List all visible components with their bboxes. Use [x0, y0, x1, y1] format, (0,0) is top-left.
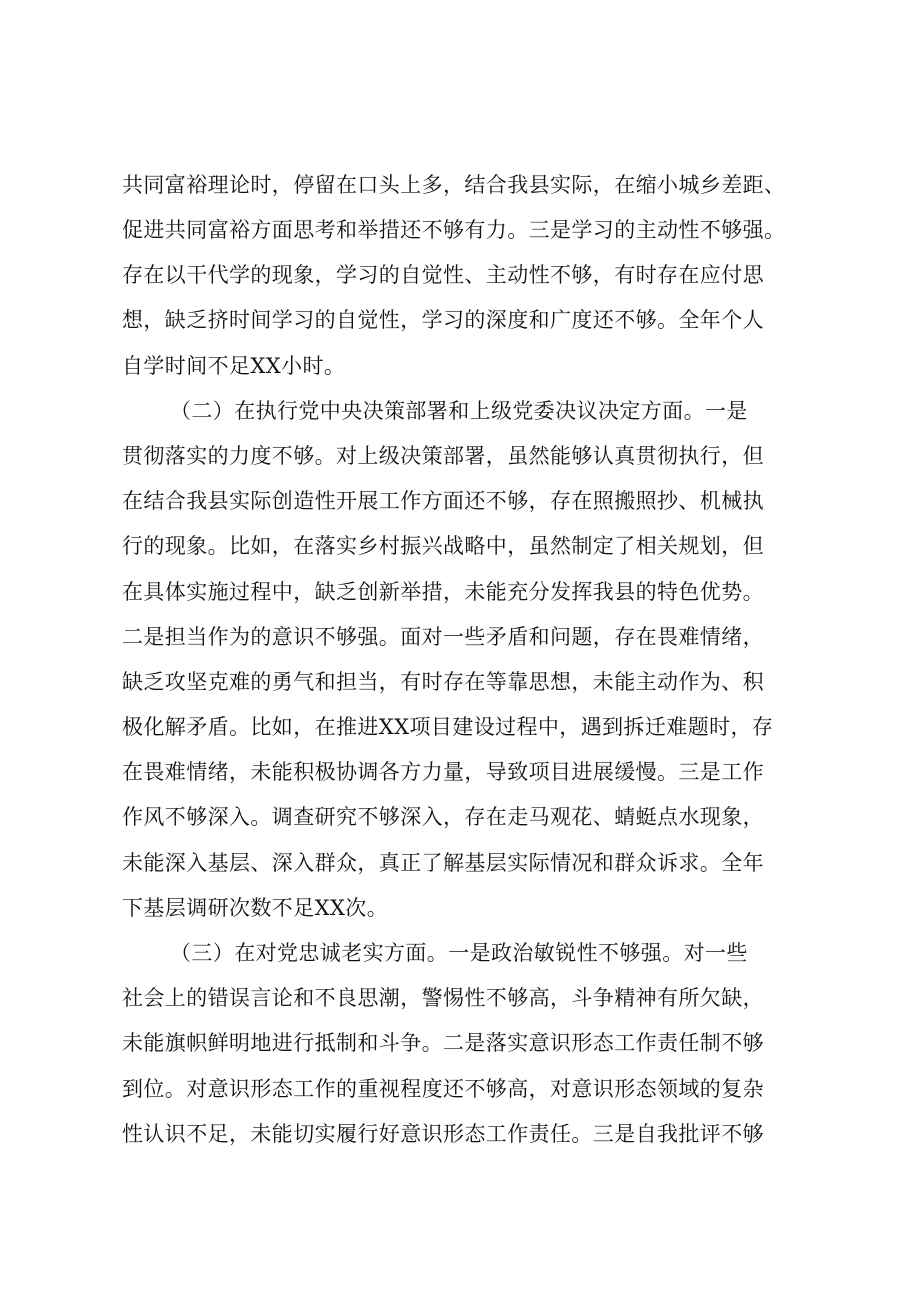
text-line: 贯彻落实的力度不够。对上级决策部署，虽然能够认真贯彻执行，但	[122, 444, 764, 468]
text-line: 在结合我县实际创造性开展工作方面还不够，存在照搬照抄、机械执	[122, 489, 764, 513]
text-line: 缺乏攻坚克难的勇气和担当，有时存在等靠思想，未能主动作为、积	[122, 670, 764, 694]
text-line: 极化解矛盾。比如，在推进XX项目建设过程中，遇到拆迁难题时，存	[122, 715, 774, 739]
text-line: 下基层调研次数不足XX次。	[122, 896, 389, 920]
text-line: 共同富裕理论时，停留在口头上多，结合我县实际，在缩小城乡差距、	[122, 173, 786, 197]
text-line: 在具体实施过程中，缺乏创新举措，未能充分发挥我县的特色优势。	[122, 580, 764, 604]
text-line: 在畏难情绪，未能积极协调各方力量，导致项目进展缓慢。三是工作	[122, 760, 764, 784]
text-line: 行的现象。比如，在落实乡村振兴战略中，虽然制定了相关规划，但	[122, 534, 764, 558]
section-heading-2: （二）在执行党中央决策部署和上级党委决议决定方面。一是	[170, 399, 748, 423]
text-line: 二是担当作为的意识不够强。面对一些矛盾和问题，存在畏难情绪，	[122, 625, 764, 649]
text-line: 性认识不足，未能切实履行好意识形态工作责任。三是自我批评不够	[122, 1122, 764, 1146]
section-heading-3: （三）在对党忠诚老实方面。一是政治敏锐性不够强。对一些	[170, 941, 748, 965]
text-line: 未能深入基层、深入群众，真正了解基层实际情况和群众诉求。全年	[122, 851, 764, 875]
text-line: 促进共同富裕方面思考和举措还不够有力。三是学习的主动性不够强。	[122, 218, 786, 242]
text-line: 到位。对意识形态工作的重视程度还不够高，对意识形态领域的复杂	[122, 1077, 764, 1101]
text-line: 社会上的错误言论和不良思潮，警惕性不够高，斗争精神有所欠缺，	[122, 986, 764, 1010]
text-line: 想，缺乏挤时间学习的自觉性，学习的深度和广度还不够。全年个人	[122, 308, 764, 332]
text-line: 未能旗帜鲜明地进行抵制和斗争。二是落实意识形态工作责任制不够	[122, 1031, 764, 1055]
text-line: 自学时间不足XX小时。	[122, 354, 346, 378]
text-line: 存在以干代学的现象，学习的自觉性、主动性不够，有时存在应付思	[122, 263, 764, 287]
text-line: 作风不够深入。调查研究不够深入，存在走马观花、蜻蜓点水现象，	[122, 805, 764, 829]
